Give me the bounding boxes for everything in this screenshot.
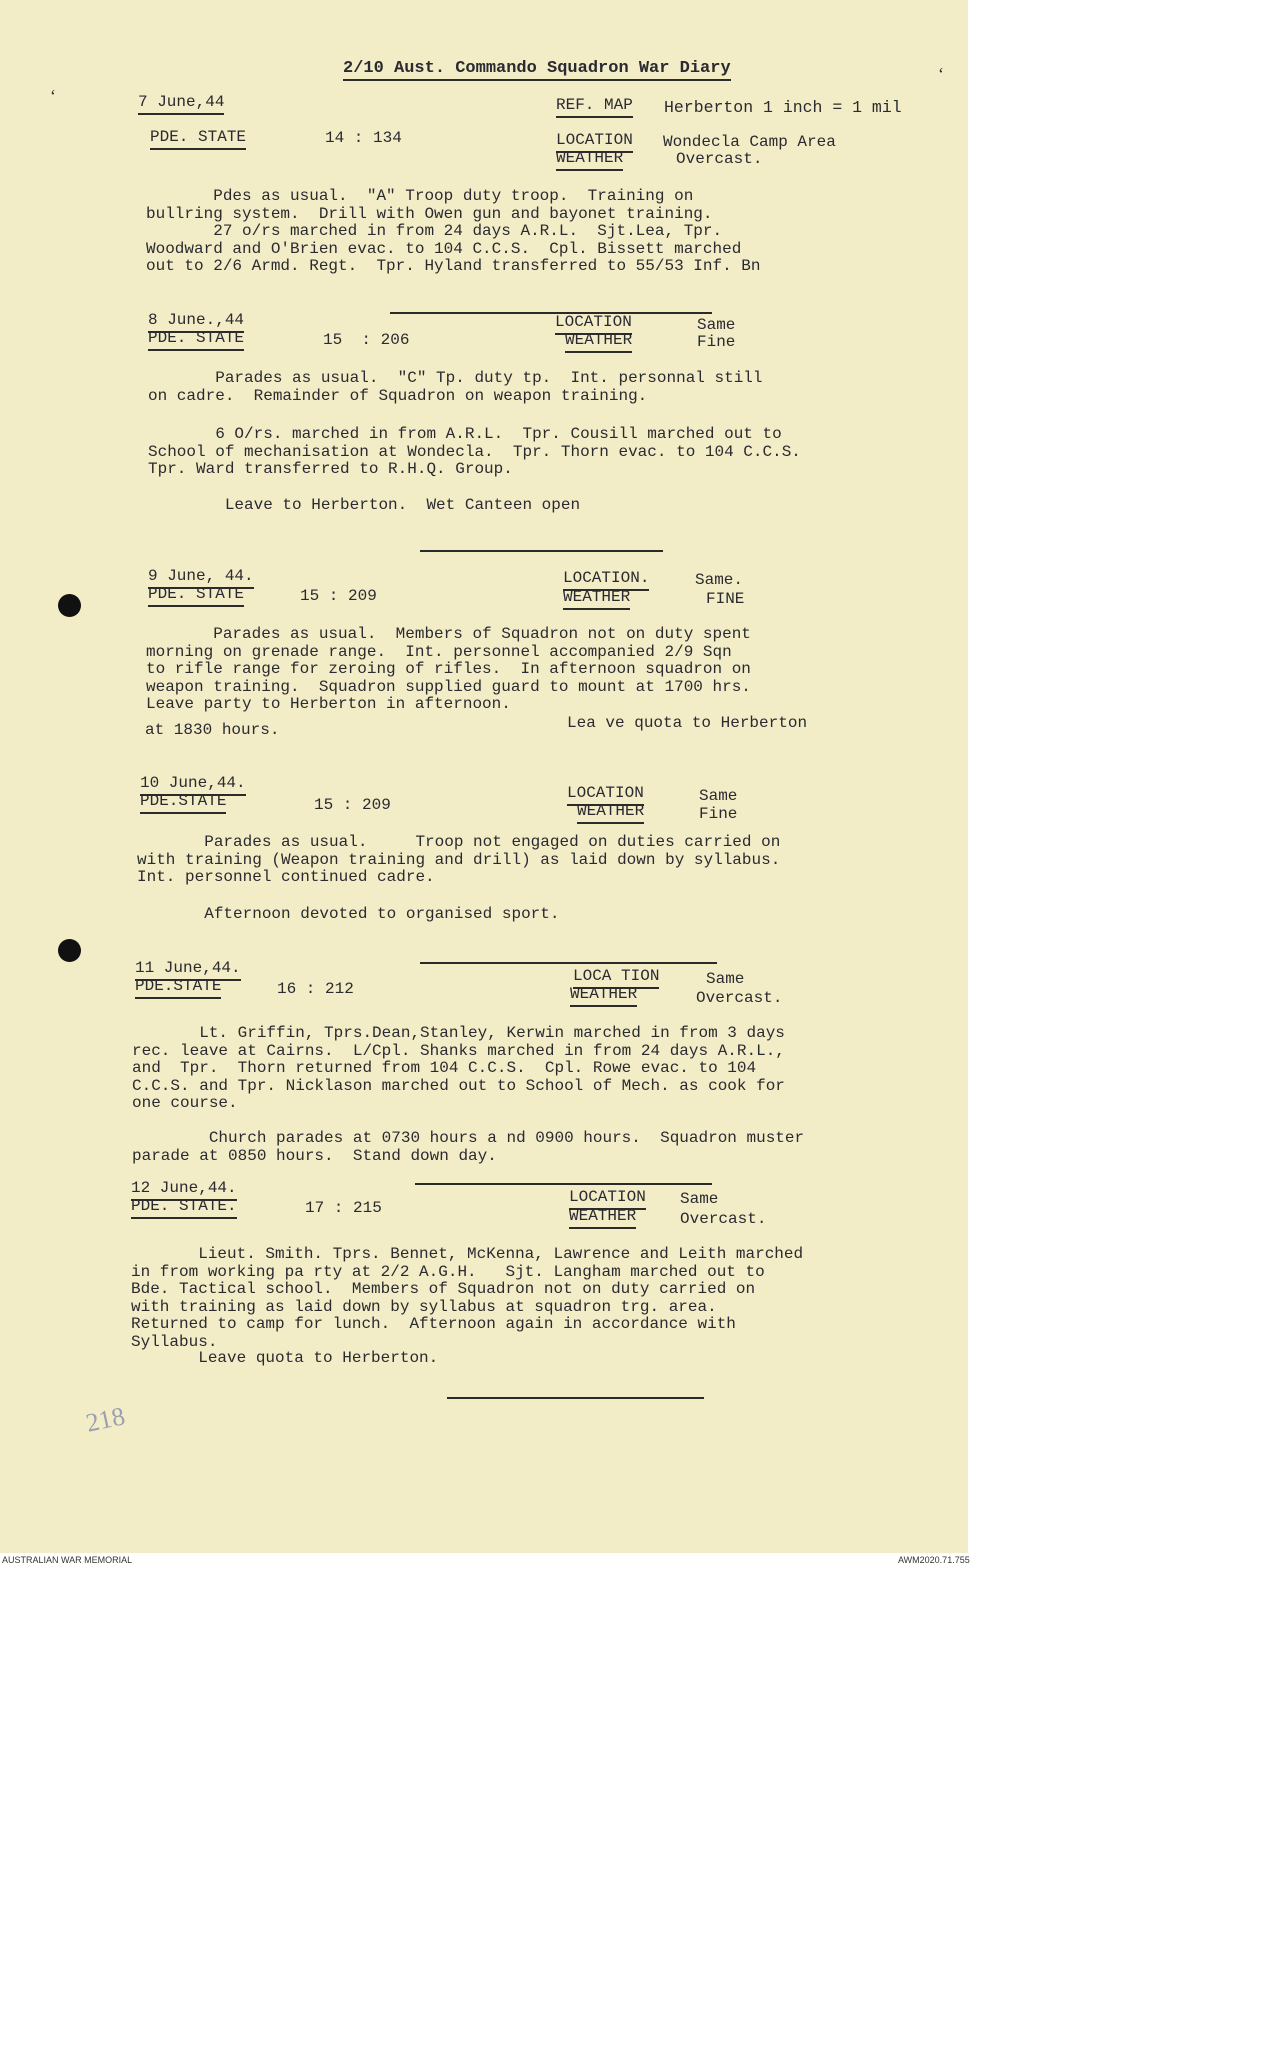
entry-paragraph: Lieut. Smith. Tprs. Bennet, McKenna, Lawrence and Leith marched in from working pa rty at 2/2 A.G.H. Sjt. Langham marched out to Bde. Tactical school. Members of Squadron not on duty carried on with training as laid down by syllabus at squadron trg. area. Returned to camp for lunch. Afternoon again in accordance with Syllabus. <box>131 1245 804 1351</box>
pde-state-value: 15 : 206 <box>323 331 410 349</box>
location-label: LOCATION <box>569 1189 646 1210</box>
location-label: LOCATION <box>555 314 632 335</box>
footer-archive-name: AUSTRALIAN WAR MEMORIAL <box>2 1555 133 1565</box>
entry-paragraph: Lt. Griffin, Tprs.Dean,Stanley, Kerwin marched in from 3 days rec. leave at Cairns. L/Cpl. Shanks marched in from 24 days A.R.L., and Tpr. Thorn returned from 104 C.C.S. Cpl. Rowe evac. to 104 C.C.S. and Tpr. Nicklason marched out to School of Mech. as cook for one course. <box>132 1024 785 1112</box>
entry-date: 9 June, 44. <box>148 568 254 589</box>
weather-value: Overcast. <box>696 989 783 1007</box>
pde-state-label: PDE. STATE <box>150 129 246 150</box>
entry-date: 7 June,44 <box>138 94 224 115</box>
location-label: LOCA TION <box>573 968 659 989</box>
pde-state-label: PDE.STATE <box>140 793 226 814</box>
pde-state-value: 15 : 209 <box>314 796 391 814</box>
entry-separator <box>447 1397 704 1399</box>
footer-archive-id: AWM2020.71.755 <box>898 1555 970 1565</box>
weather-label: WEATHER <box>556 150 623 171</box>
entry-paragraph: Pdes as usual. "A" Troop duty troop. Training on bullring system. Drill with Owen gun and bayonet training. 27 o/rs marched in from 24 days A.R.L. Sjt.Lea, Tpr. Woodward and O'Brien evac. to 104 C.C.S. Cpl. Bissett marched out to 2/6 Armd. Regt. Tpr. Hyland transferred to 55/53 Inf. Bn <box>146 187 761 275</box>
entry-date: 11 June,44. <box>135 960 241 981</box>
pde-state-value: 15 : 209 <box>300 587 377 605</box>
pde-state-label: PDE.STATE <box>135 978 221 999</box>
entry-paragraph: Leave quota to Herberton. <box>131 1349 439 1367</box>
location-value: Same <box>699 787 738 805</box>
pde-state-value: 16 : 212 <box>277 980 354 998</box>
pde-state-value: 17 : 215 <box>305 1199 382 1217</box>
weather-value: Fine <box>699 805 738 823</box>
weather-value: Overcast. <box>676 150 763 168</box>
punch-hole <box>58 939 81 962</box>
pencil-margin-note: 218 <box>83 1401 128 1438</box>
entry-separator <box>420 962 717 964</box>
location-label: LOCATION <box>556 132 633 153</box>
entry-separator <box>420 550 663 552</box>
weather-label: WEATHER <box>569 1208 636 1229</box>
entry-paragraph: Leave to Herberton. Wet Canteen open <box>148 496 581 514</box>
entry-date: 12 June,44. <box>131 1180 237 1201</box>
pde-state-value: 14 : 134 <box>325 129 402 147</box>
location-label: LOCATION. <box>563 570 649 591</box>
pde-state-label: PDE. STATE <box>148 330 244 351</box>
entry-paragraph: Parades as usual. "C" Tp. duty tp. Int. personnal still on cadre. Remainder of Squadron on weapon training. <box>148 369 763 405</box>
entry-paragraph: 6 O/rs. marched in from A.R.L. Tpr. Cousill marched out to School of mechanisation at Wondecla. Tpr. Thorn evac. to 104 C.C.S. Tpr. Ward transferred to R.H.Q. Group. <box>148 425 801 478</box>
entry-paragraph: Parades as usual. Members of Squadron not on duty spent morning on grenade range. Int. personnel accompanied 2/9 Sqn to rifle range for zeroing of rifles. In afternoon squadron on weapon training. Squadron supplied guard to mount at 1700 hrs. Leave party to Herberton in afternoon. <box>146 625 751 713</box>
pde-state-label: PDE. STATE <box>148 586 244 607</box>
weather-label: WEATHER <box>563 589 630 610</box>
entry-separator <box>390 312 712 314</box>
weather-label: WEATHER <box>577 803 644 824</box>
entry-date: 8 June.,44 <box>148 312 244 333</box>
weather-value: Overcast. <box>680 1210 767 1228</box>
ref-map-label: REF. MAP <box>556 97 633 118</box>
entry-paragraph: Afternoon devoted to organised sport. <box>137 905 560 923</box>
weather-value: FINE <box>706 590 745 608</box>
location-value: Wondecla Camp Area <box>663 133 836 151</box>
weather-label: WEATHER <box>565 332 632 353</box>
ref-map-value: Herberton 1 inch = 1 mil <box>664 98 902 117</box>
weather-label: WEATHER <box>570 986 637 1007</box>
location-value: Same <box>697 316 736 334</box>
weather-value: Fine <box>697 333 736 351</box>
diary-title: 2/10 Aust. Commando Squadron War Diary <box>343 60 731 81</box>
entry-paragraph: Church parades at 0730 hours a nd 0900 hours. Squadron muster parade at 0850 hours. Stand down day. <box>132 1129 805 1165</box>
entry-date: 10 June,44. <box>140 775 246 796</box>
entry-paragraph: Lea ve quota to Herberton <box>567 714 808 732</box>
location-value: Same <box>680 1190 719 1208</box>
entry-separator <box>415 1183 712 1185</box>
punch-hole <box>58 594 81 617</box>
entry-paragraph: Parades as usual. Troop not engaged on duties carried on with training (Weapon training and drill) as laid down by syllabus. Int. personnel continued cadre. <box>137 833 781 886</box>
location-value: Same. <box>695 571 744 589</box>
pen-tick-mark: ʻ <box>50 86 56 106</box>
entry-paragraph: at 1830 hours. <box>145 721 280 739</box>
location-label: LOCATION <box>567 785 644 806</box>
pen-tick-mark: ʻ <box>938 64 944 84</box>
location-value: Same <box>706 970 745 988</box>
pde-state-label: PDE. STATE. <box>131 1198 237 1219</box>
